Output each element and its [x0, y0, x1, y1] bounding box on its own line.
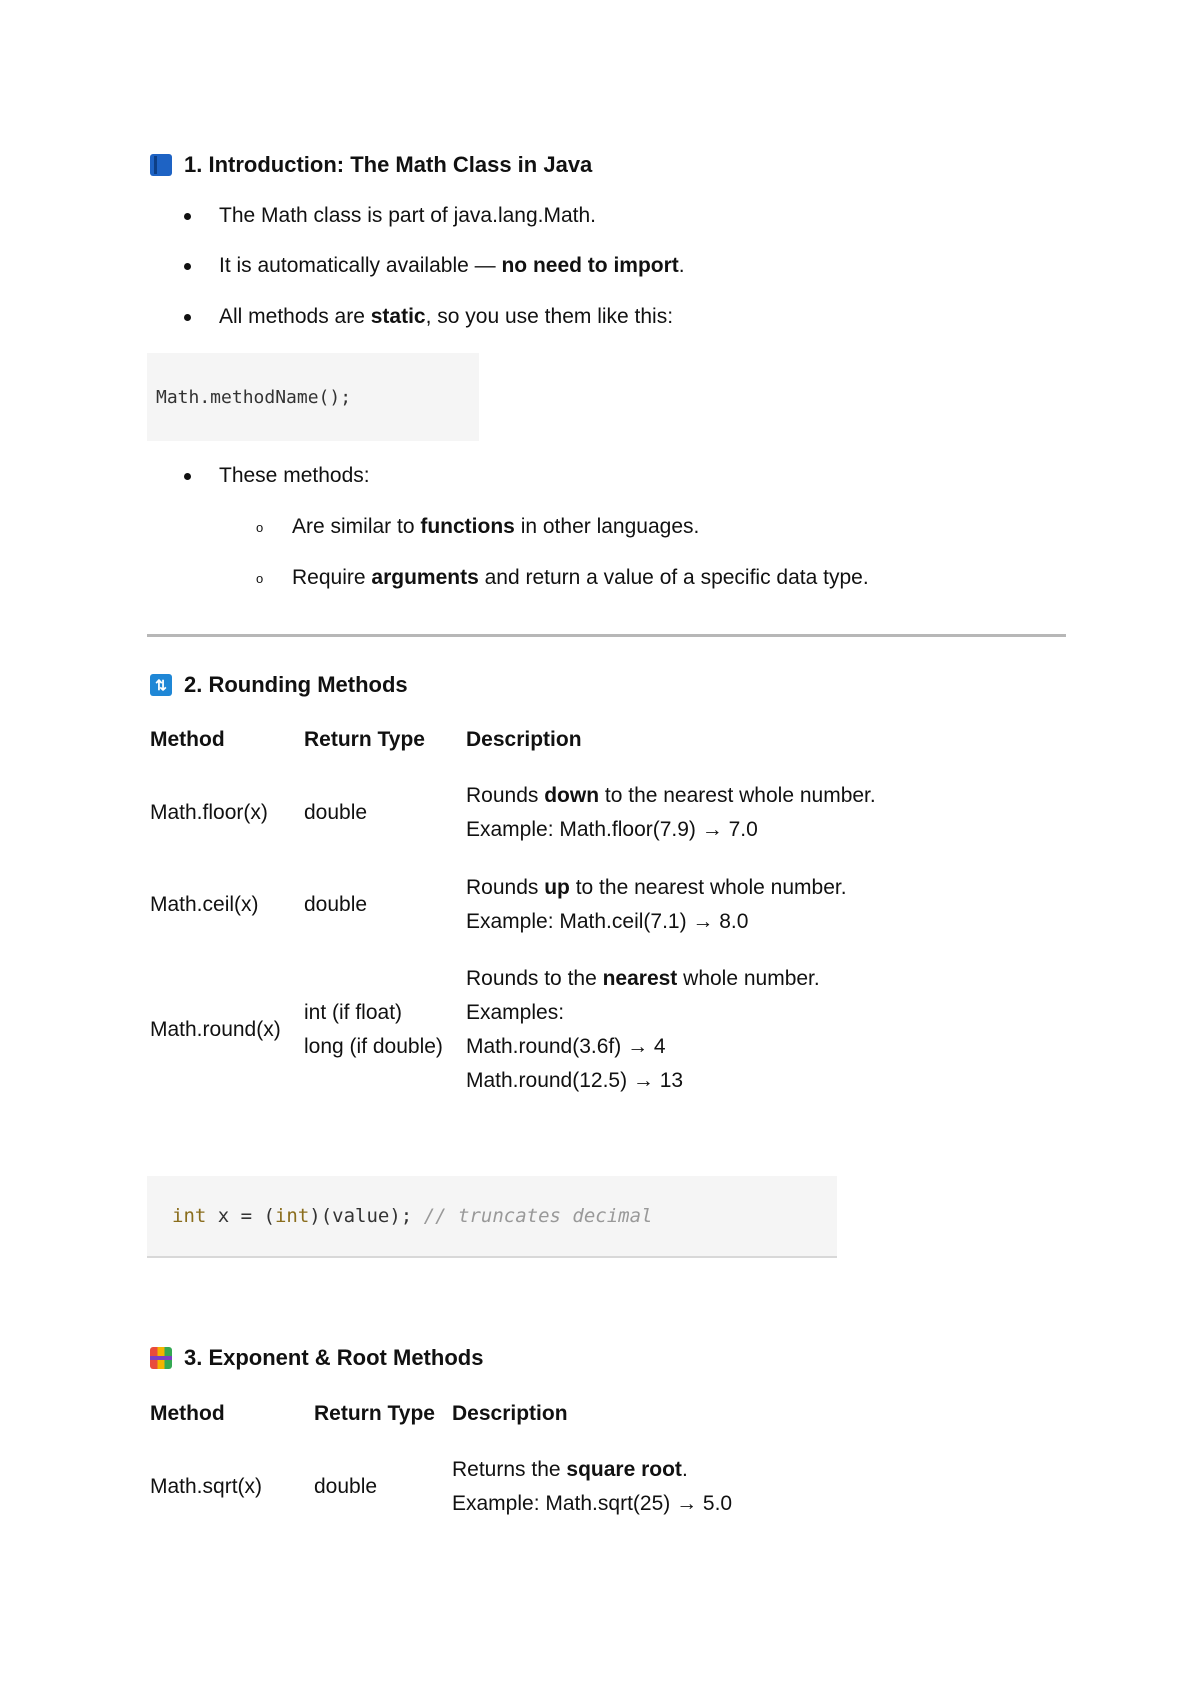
- colored-grid-icon: [150, 1347, 172, 1369]
- bullet-dot: [184, 263, 191, 270]
- table-header-return-type: Return Type: [314, 1402, 435, 1425]
- table-cell-method: Math.ceil(x): [150, 893, 259, 916]
- bullet-dot: [184, 314, 191, 321]
- sub-bullet-marker: o: [256, 519, 264, 535]
- section-2-title: 2. Rounding Methods: [184, 672, 408, 697]
- table-header-method: Method: [150, 1402, 225, 1425]
- sub-list-item: [256, 566, 869, 590]
- bullet-text: The Math class is part of java.lang.Math.: [219, 204, 597, 227]
- bullet-dot: [184, 473, 191, 480]
- table-cell-return-type: double: [304, 801, 368, 824]
- section-3-title: 3. Exponent & Root Methods: [184, 1345, 484, 1370]
- table-cell-return-type: int (if float) long (if double): [304, 1001, 443, 1058]
- table-header-return-type: Return Type: [304, 728, 425, 751]
- table-cell-method: Math.floor(x): [150, 801, 268, 824]
- table-header-method: Method: [150, 728, 225, 751]
- sub-bullet-marker: o: [256, 570, 264, 586]
- table-cell-return-type: double: [304, 893, 368, 916]
- section-3-heading: [150, 1345, 483, 1371]
- sub-bullet-text: Are similar to functions in other languages.: [292, 515, 700, 538]
- section-1-title: 1. Introduction: The Math Class in Java: [184, 152, 593, 177]
- bullet-dot: [184, 213, 191, 220]
- table-header-description: Description: [452, 1402, 568, 1425]
- list-item: [184, 305, 673, 329]
- sub-bullet-text: Require arguments and return a value of a specific data type.: [292, 566, 869, 589]
- code-text: int x = (int)(value); // truncates decimal: [172, 1205, 653, 1227]
- sub-list-item: [256, 515, 699, 539]
- table-cell-return-type: double: [314, 1475, 378, 1498]
- horizontal-rule: [147, 634, 1066, 637]
- code-block: [147, 1176, 837, 1258]
- list-item: [184, 204, 596, 228]
- section-2-heading: [150, 672, 408, 698]
- blue-book-icon: [150, 154, 172, 176]
- bullet-text: It is automatically available — no need to import.: [219, 254, 685, 277]
- list-item: [184, 464, 370, 488]
- section-1-heading: [150, 152, 592, 178]
- table-header-description: Description: [466, 728, 582, 751]
- list-item: [184, 254, 685, 278]
- bullet-text: These methods:: [219, 464, 370, 487]
- table-cell-description: Rounds to the nearest whole number. Examples: Math.round(3.6f) → 4 Math.round(12.5) → 13: [466, 967, 820, 1092]
- table-cell-method: Math.sqrt(x): [150, 1475, 263, 1498]
- code-text: Math.methodName();: [156, 386, 352, 408]
- bullet-text: All methods are static, so you use them like this:: [219, 305, 674, 328]
- table-cell-description: Rounds up to the nearest whole number. Example: Math.ceil(7.1) → 8.0: [466, 876, 847, 933]
- code-block: [147, 353, 479, 441]
- table-cell-description: Returns the square root. Example: Math.sqrt(25) → 5.0: [452, 1458, 733, 1515]
- sort-arrows-icon: ⇅: [150, 674, 172, 696]
- table-cell-method: Math.round(x): [150, 1018, 281, 1041]
- table-cell-description: Rounds down to the nearest whole number. Example: Math.floor(7.9) → 7.0: [466, 784, 876, 841]
